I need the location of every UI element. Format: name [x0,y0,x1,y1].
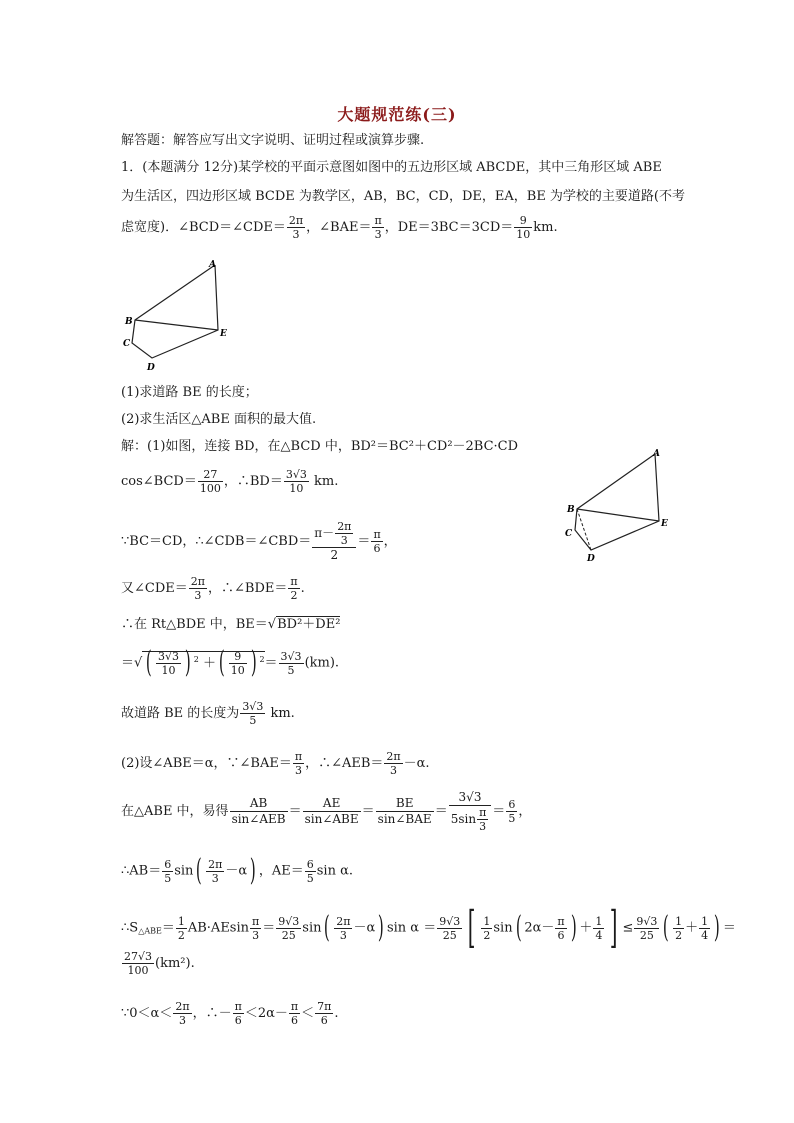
solution-part2: (2)设∠ABE＝α，∵∠BAE＝ $\frac{\pi}{3}$ ，∴∠AEB＝ $\frac{2\pi}{3}$ －α. [121,750,430,777]
solution-cos: cos∠BCD＝ $\frac{27}{100}$ ，∴BD＝ $\frac{3√3}{10}$ km. [121,468,339,495]
problem-line-2: 为生活区，四边形区域 BCDE 为教学区，AB，BC，CD，DE，EA，BE 为学校的主要道路(不考 [121,189,686,204]
label-D: D [147,363,155,370]
solution-result: 故道路 BE 的长度为 $\frac{3√3}{5}$ km. [121,700,295,727]
problem-line-3: 虑宽度)．∠BCD＝∠CDE＝ $\frac{2\pi}{3}$ ，∠BAE＝ $\frac{\pi}{3}$ ，DE＝3BC＝3CD＝ $\frac{9}{10}$ km. [121,214,558,241]
label-E: E [220,329,227,339]
label-B: B [567,505,575,515]
label-C: C [565,529,573,539]
solution-alpha-range: ∵0＜α＜ $\frac{2\pi}{3}$ ，∴－ $\frac{\pi}{6}$ ＜2α－ $\frac{\pi}{6}$ ＜ $\frac{7\pi}{6}$ . [121,1000,339,1027]
pentagon-figure-bd [560,446,680,564]
label-E: E [661,519,668,529]
page-title: 大题规范练(三) [337,105,457,124]
question-2: (2)求生活区△ABE 面积的最大值. [121,412,317,427]
label-D: D [587,554,595,564]
solution-area: $\therefore S_{\triangle ABE}=$ $\frac{1}{2}$ AB·AEsin $\frac{\pi}{3}$ ＝ $\frac{9√3}{25}$ sin( $\frac{2\pi}{3}$ －α) sin α ＝ $\frac{9√3}{25}$ [ $\frac{1}{2}$ sin( 2α－ $\frac{\pi}{6}$ ) ＋ $\frac{1}{4}$ ] ≤ $\frac{9√3}{25}$ ( $\frac{1}{2}$ ＋ $\frac{1}{4}$ ) ＝ [121,902,736,953]
solution-rt: ∴在 Rt△BDE 中，BE＝√BD²＋DE² [121,617,341,632]
solution-ab-ae: ∴AB＝ $\frac{6}{5}$ sin( $\frac{2\pi}{3}$ －α) ，AE＝ $\frac{6}{5}$ sin α. [121,853,354,888]
pentagon-figure [118,258,238,370]
solution-be-calc: ＝√ ( $\frac{3√3}{10}$ ) $^2$ ＋( $\frac{9}{10}$ ) $^2$＝ $\frac{3√3}{5}$ (km). [121,645,340,680]
solution-area-result: $\frac{27√3}{100}$ (km²). [124,950,195,977]
label-A: A [209,260,216,270]
instruction: 解答题：解答应写出文字说明、证明过程或演算步骤. [121,133,425,148]
solution-cdb: ∵BC＝CD，∴∠CDB＝∠CBD＝ π－ $\frac{2\pi}{3}$ 2 ＝ $\frac{\pi}{6}$ ， [121,520,397,562]
solution-bde: 又∠CDE＝ $\frac{2\pi}{3}$ ，∴∠BDE＝ $\frac{\pi}{2}$ . [121,575,305,602]
label-B: B [125,317,133,327]
solution-sine-law: 在△ABE 中，易得 AB sin∠AEB ＝ AE sin∠ABE ＝ BE sin∠BAE ＝ 3√3 5sin $\frac{\pi}{3}$ ＝ $\frac{6}{5}$ ， [121,790,532,833]
label-A: A [653,449,660,459]
question-1: (1)求道路 BE 的长度； [121,385,258,400]
problem-line-1: 1．(本题满分 12分)某学校的平面示意图如图中的五边形区域 ABCDE，其中三角形区域 ABE [121,160,662,175]
solution-line-1: 解：(1)如图，连接 BD，在△BCD 中，BD²＝BC²＋CD²－2BC·CD [121,439,519,454]
label-C: C [123,339,131,349]
